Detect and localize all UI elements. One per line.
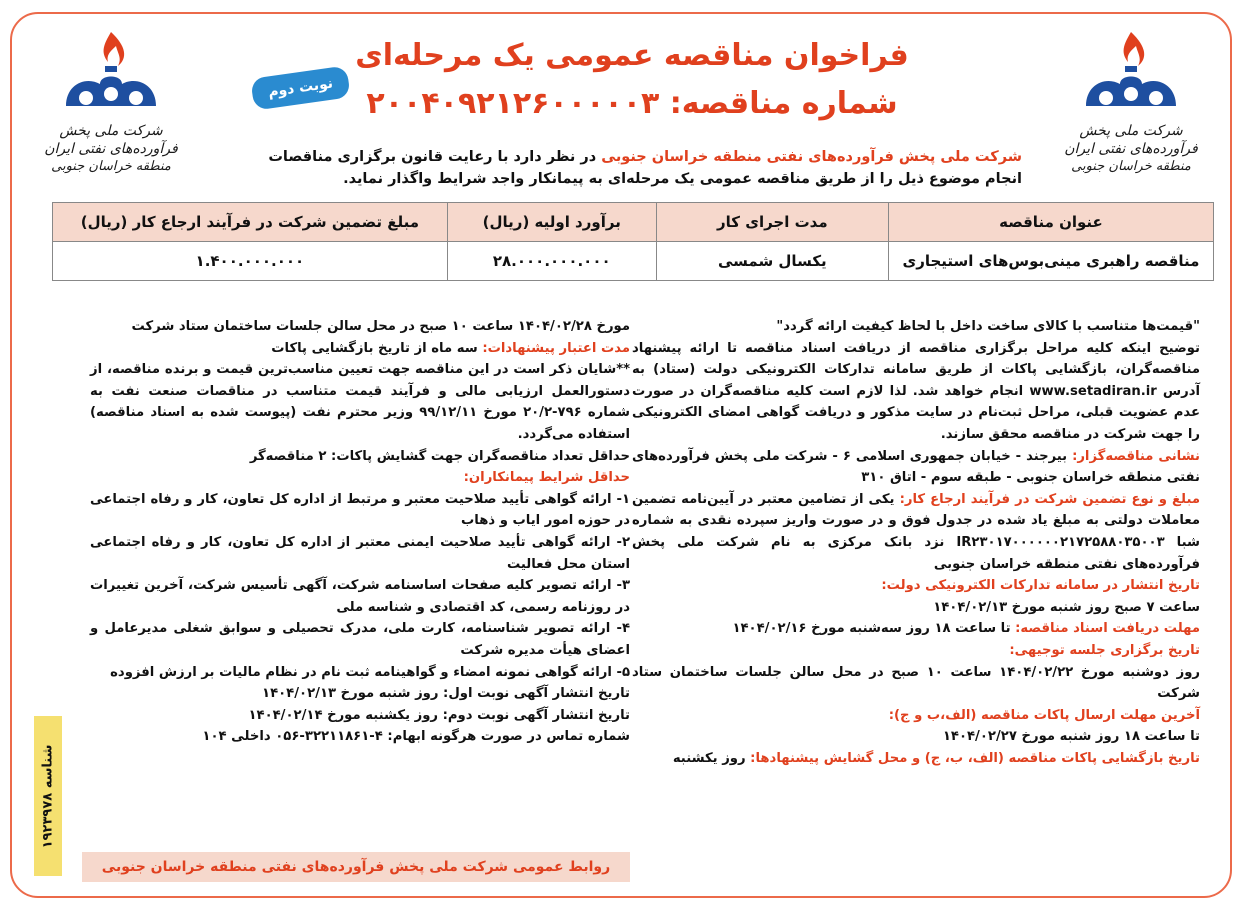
footer-pr: روابط عمومی شرکت ملی پخش فرآورده‌های نفتی منطقه خراسان جنوبی bbox=[82, 852, 630, 882]
left-column bbox=[90, 316, 630, 748]
opening-block bbox=[632, 748, 1200, 770]
intro-rest: در نظر دارد با رعایت قانون برگزاری مناقصات انجام موضوع ذیل را از طریق مناقصه عمومی یک مرحله‌ای به پیمانکار واجد شرایط واگذار نماید. bbox=[268, 149, 1022, 187]
condition-item: ۱- ارائه گواهی تأیید صلاحیت معتبر و مرتبط از اداره کل تعاون، کار و رفاه اجتماعی در حوزه امور ایاب و ذهاب bbox=[90, 491, 630, 529]
nioc-logo-icon bbox=[56, 28, 166, 118]
table-cell: مناقصه راهبری مینی‌بوس‌های استیجاری bbox=[888, 242, 1213, 281]
address-label: نشانی مناقصه‌گزار: bbox=[1067, 448, 1201, 464]
org-name: شرکت ملی پخش فرآورده‌های نفتی ایران bbox=[44, 123, 178, 157]
logo-right bbox=[1046, 28, 1216, 176]
logo-left bbox=[26, 28, 196, 176]
table-cell: ۲۸.۰۰۰.۰۰۰.۰۰۰ bbox=[447, 242, 656, 281]
guarantee-label: مبلغ و نوع تضمین شرکت در فرآیند ارجاع کار: bbox=[894, 491, 1200, 507]
opening-continued: مورخ ۱۴۰۴/۰۲/۲۸ ساعت ۱۰ صبح در محل سالن جلسات ساختمان ستاد شرکت bbox=[131, 319, 630, 334]
guarantee-text: یکی از تضامین معتبر در آیین‌نامه تضمین معاملات دولتی به مبلغ یاد شده در جدول فوق و در صورت واریز سپرده نقدی به شماره شبا IR۲۳۰۱۷۰۰۰۰۰۰۲۱۷۲۵۸۸۰۳۵۰۰۳ نزد بانک مرکزی به نام شرکت ملی پخش فرآورده‌های نفتی منطقه خراسان جنوبی bbox=[632, 491, 1200, 572]
id-strip bbox=[34, 716, 62, 876]
org-region: منطقه خراسان جنوبی bbox=[1071, 159, 1191, 174]
condition-item: ۵- ارائه گواهی نمونه امضاء و گواهینامه ثبت نام در نظام مالیات بر ارزش افزوده bbox=[110, 664, 630, 680]
briefing-text: روز دوشنبه مورخ ۱۴۰۴/۰۲/۲۲ ساعت ۱۰ صبح در محل سالن جلسات ساختمان ستاد شرکت bbox=[632, 664, 1200, 702]
publish-second: تاریخ انتشار آگهی نوبت دوم: روز یکشنبه مورخ ۱۴۰۴/۰۲/۱۴ bbox=[248, 707, 630, 723]
table-header: مبلغ تضمین شرکت در فرآیند ارجاع کار (ریال) bbox=[53, 203, 448, 242]
table-header: مدت اجرای کار bbox=[656, 203, 888, 242]
min-bidders: حداقل تعداد مناقصه‌گران جهت گشایش پاکات: ۲ مناقصه‌گر bbox=[249, 448, 630, 464]
table-cell: یکسال شمسی bbox=[656, 242, 888, 281]
conditions-label: حداقل شرایط پیمانکاران: bbox=[463, 470, 630, 486]
address-block bbox=[632, 446, 1200, 489]
contact-info: شماره تماس در صورت هرگونه ابهام: ۴-۳۲۲۱۱۸۶۱-۰۵۶ داخلی ۱۰۴ bbox=[202, 729, 630, 745]
intro-org: شرکت ملی پخش فرآورده‌های نفتی منطقه خراسان جنوبی bbox=[601, 149, 1022, 165]
docs-text: تا ساعت ۱۸ روز سه‌شنبه مورخ ۱۴۰۴/۰۲/۱۶ bbox=[732, 621, 1011, 637]
evaluation-note: **شایان ذکر است در این مناقصه جهت تعیین مناسب‌ترین قیمت و برنده مناقصه، از دستورالعمل ارزیابی مالی و فرآیند قیمت متناسب در مناقصات صنعت نفت به شماره ۷۹۶-۲۰/۲ مورخ ۹۹/۱۲/۱۱ وزیر محترم نفت (پیوست شده به اسناد مناقصه) استفاده می‌گردد. bbox=[90, 362, 630, 442]
round-badge: نوبت دوم bbox=[250, 65, 351, 110]
quality-note: "قیمت‌ها متناسب با کالای ساخت داخل با لحاظ کیفیت ارائه گردد" bbox=[776, 319, 1200, 334]
table-header: عنوان مناقصه bbox=[888, 203, 1213, 242]
org-region: منطقه خراسان جنوبی bbox=[51, 159, 171, 174]
right-column bbox=[632, 316, 1200, 769]
table-row bbox=[53, 242, 1214, 281]
condition-item: ۳- ارائه تصویر کلیه صفحات اساسنامه شرکت، آگهی تأسیس شرکت، آخرین تغییرات در روزنامه رسمی، کد اقتصادی و شناسه ملی bbox=[90, 578, 630, 615]
opening-text: روز یکشنبه bbox=[672, 750, 746, 766]
tender-table bbox=[52, 202, 1214, 281]
tender-number: شماره مناقصه: ۲۰۰۴۰۹۲۱۲۶۰۰۰۰۰۳ bbox=[366, 86, 898, 121]
condition-item: ۴- ارائه تصویر شناسنامه، کارت ملی، مدرک تحصیلی و سوابق شغلی مدیرعامل و اعضای هیأت مدیره شرکت bbox=[90, 621, 630, 658]
briefing-label: تاریخ برگزاری جلسه توجیهی: bbox=[1009, 642, 1200, 658]
intro-text bbox=[262, 146, 1022, 190]
docs-block bbox=[632, 618, 1200, 640]
deadline-label: آخرین مهلت ارسال پاکات مناقصه (الف،ب و ج): bbox=[888, 707, 1200, 723]
advertisement-frame bbox=[10, 12, 1232, 898]
table-cell: ۱.۴۰۰.۰۰۰.۰۰۰ bbox=[53, 242, 448, 281]
publish-first: تاریخ انتشار آگهی نوبت اول: روز شنبه مورخ ۱۴۰۴/۰۲/۱۳ bbox=[262, 686, 630, 702]
process-explanation: توضیح اینکه کلیه مراحل برگزاری مناقصه از دریافت اسناد مناقصه تا ارائه پیشنهاد مناقصه‌گران، بازگشایی پاکات از طریق سامانه تدارکات الکترونیکی دولت (ستاد) به آدرس www.setadiran.ir انجام خواهد شد. لذا لازم است کلیه مناقصه‌گران در صورت عدم عضویت قبلی، مراحل ثبت‌نام در سایت مذکور و دریافت گواهی امضای الکترونیکی را جهت شرکت در مناقصه محقق سازند. bbox=[632, 340, 1200, 442]
table-header-row bbox=[53, 203, 1214, 242]
condition-item: ۲- ارائه گواهی تأیید صلاحیت ایمنی معتبر از اداره کل تعاون، کار و رفاه اجتماعی استان محل فعالیت bbox=[90, 534, 630, 572]
docs-label: مهلت دریافت اسناد مناقصه: bbox=[1010, 621, 1200, 637]
deadline-text: تا ساعت ۱۸ روز شنبه مورخ ۱۴۰۴/۰۲/۲۷ bbox=[942, 729, 1200, 745]
validity-label: مدت اعتبار پیشنهادات: bbox=[477, 340, 630, 356]
ad-title: فراخوان مناقصه عمومی یک مرحله‌ای bbox=[355, 38, 909, 73]
publish-text: ساعت ۷ صبح روز شنبه مورخ ۱۴۰۴/۰۲/۱۳ bbox=[933, 599, 1200, 615]
id-strip-text: شناسه ۱۹۲۳۹۷۸ bbox=[40, 744, 56, 848]
org-name: شرکت ملی پخش فرآورده‌های نفتی ایران bbox=[1064, 123, 1198, 157]
validity-block bbox=[90, 338, 630, 360]
nioc-logo-icon bbox=[1076, 28, 1186, 118]
table-header: برآورد اولیه (ریال) bbox=[447, 203, 656, 242]
guarantee-block bbox=[632, 489, 1200, 575]
publish-label: تاریخ انتشار در سامانه تدارکات الکترونیکی دولت: bbox=[881, 578, 1200, 594]
opening-label: تاریخ بازگشایی پاکات مناقصه (الف، ب، ج) و محل گشایش پیشنهادها: bbox=[745, 750, 1200, 766]
address-text: بیرجند - خیابان جمهوری اسلامی ۶ - شرکت ملی پخش فرآورده‌های نفتی منطقه خراسان جنوبی - طبقه سوم - اتاق ۳۱۰ bbox=[632, 448, 1200, 486]
validity-text: سه ماه از تاریخ بازگشایی پاکات bbox=[271, 340, 478, 356]
